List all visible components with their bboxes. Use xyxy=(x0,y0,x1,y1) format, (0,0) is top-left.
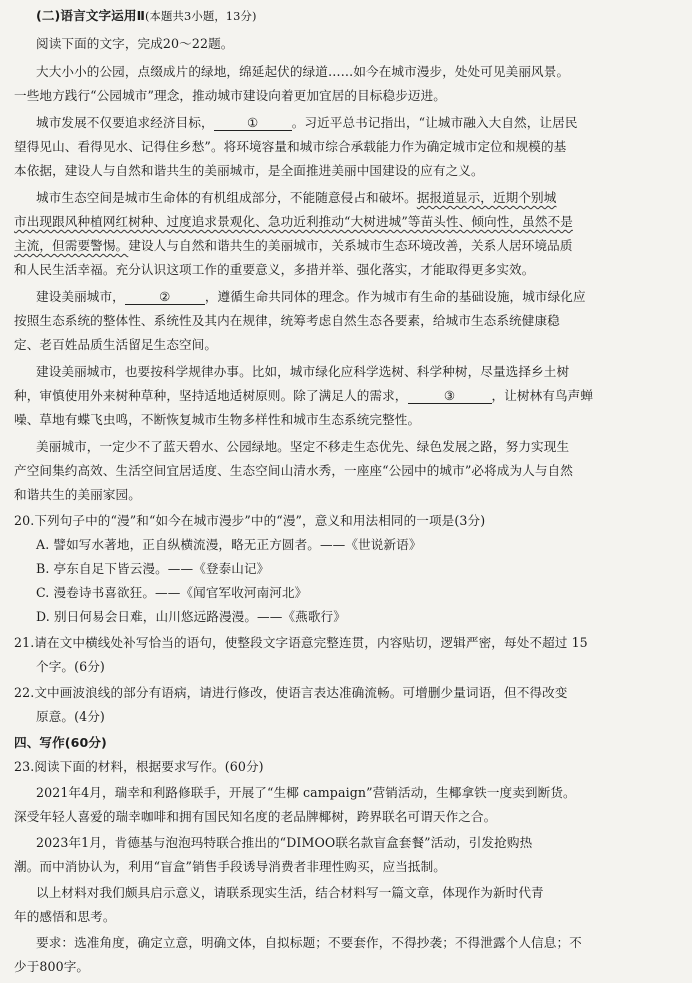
question-20-option-a: A. 譬如写水著地，正自纵横流漫，略无正方圆者。——《世说新语》 xyxy=(36,537,422,552)
passage-text: 城市发展不仅要追求经济目标， xyxy=(36,115,214,130)
passage-text: 建设美丽城市， xyxy=(36,289,125,304)
passage-line: 噪、草地有蝶飞虫鸣，不断恢复城市生物多样性和城市生态系统完整性。 xyxy=(14,412,421,427)
passage-line: 本依据，建设人与自然和谐共生的美丽城市，是全面推进美丽中国建设的应有之义。 xyxy=(14,163,484,178)
fill-blank-1: ① xyxy=(214,116,292,131)
passage-line: 按照生态系统的整体性、系统性及其内在规律，统筹考虑自然生态各要素，给城市生态系统健康稳 xyxy=(14,313,560,328)
passage-line: 产空间集约高效、生活空间宜居适度、生态空间山清水秀，一座座“公园中的城市”必将成为人与自然 xyxy=(14,463,573,478)
writing-requirements: 要求：选准角度，确定立意，明确文体，自拟标题；不要套作，不得抄袭；不得泄露个人信息；不 xyxy=(36,935,582,950)
passage-line: 美丽城市，一定少不了蓝天碧水、公园绿地。坚定不移走生态优先、绿色发展之路，努力实现生 xyxy=(36,439,570,454)
passage-line xyxy=(36,289,586,305)
passage-text: ，让树林有鸟声蝉 xyxy=(491,388,594,403)
passage-text: 种，审慎使用外来树种草种，坚持适地适树原则。除了满足人的需求， xyxy=(14,388,408,403)
passage-line: 建设美丽城市，也要按科学规律办事。比如，城市绿化应科学选树、科学种树，尽量选择乡土树 xyxy=(36,364,570,379)
fill-blank-2: ② xyxy=(125,290,205,305)
wavy-underlined-sentence: 据报道显示，近期个别城 xyxy=(416,190,557,205)
passage-text: 。习近平总书记指出，“让城市融入大自然，让居民 xyxy=(291,115,578,130)
question-20-option-c: C. 漫卷诗书喜欲狂。——《闻官军收河南河北》 xyxy=(36,585,308,600)
material-line: 潮。而中消协认为，利用“盲盒”销售手段诱导消费者非理性购买，应当抵制。 xyxy=(14,859,446,874)
passage-line: 和谐共生的美丽家园。 xyxy=(14,487,141,502)
passage-line: 一些地方践行“公园城市”理念，推动城市建设向着更加宜居的目标稳步迈进。 xyxy=(14,88,446,103)
passage-text: 城市生态空间是城市生命体的有机组成部分，不能随意侵占和破坏。 xyxy=(36,190,417,205)
question-23-stem: 23.阅读下面的材料，根据要求写作。(60分) xyxy=(14,759,264,774)
passage-line: 定、老百姓品质生活留足生态空间。 xyxy=(14,337,218,352)
passage-text: ，遵循生命共同体的理念。作为城市有生命的基础设施，城市绿化应 xyxy=(204,289,586,304)
passage-line xyxy=(14,238,573,254)
passage-line: 大大小小的公园，点缀成片的绿地，绵延起伏的绿道……如今在城市漫步，处处可见美丽风景。 xyxy=(36,64,570,79)
passage-line: 望得见山、看得见水、记得住乡愁”。将环境容量和城市综合承载能力作为确定城市定位和规模的基 xyxy=(14,139,567,154)
passage-line xyxy=(36,190,556,206)
material-line: 2023年1月，肯德基与泡泡玛特联合推出的“DIMOO联名款盲盒套餐”活动，引发抢购热 xyxy=(36,835,533,850)
wavy-underlined-sentence: 市出现跟风种植网红树种、过度追求景观化、急功近利推动“大树进城”等苗头性、倾向性，虽然不是 xyxy=(14,214,573,229)
question-22-stem-cont: 原意。(4分) xyxy=(36,709,105,724)
section-4-heading: 四、写作(60分) xyxy=(14,735,107,750)
passage-line: 和人民生活幸福。充分认识这项工作的重要意义，多措并举、强化落实，才能取得更多实效。 xyxy=(14,262,535,277)
material-line: 深受年轻人喜爱的瑞幸咖啡和拥有国民知名度的老品牌椰树，跨界联名可谓天作之合。 xyxy=(14,809,497,824)
passage-line xyxy=(36,115,578,131)
material-line: 年的感悟和思考。 xyxy=(14,909,116,924)
section-heading xyxy=(36,8,257,24)
question-20-option-b: B. 亭东自足下皆云漫。——《登泰山记》 xyxy=(36,561,270,576)
question-21-stem-cont: 个字。(6分) xyxy=(36,659,105,674)
passage-text: 建设人与自然和谐共生的美丽城市，关系城市生态环境改善，关系人居环境品质 xyxy=(128,238,573,253)
question-22-stem: 22.文中画波浪线的部分有语病，请进行修改，使语言表达准确流畅。可增删少量词语，但不得改变 xyxy=(14,685,568,700)
section-heading-note: (本题共3小题，13分) xyxy=(144,9,257,23)
passage-line xyxy=(14,214,573,230)
material-line: 2021年4月，瑞幸和利路修联手，开展了“生椰 campaign”营销活动，生椰拿铁一度卖到断货。 xyxy=(36,785,576,800)
question-20-stem: 20.下列句子中的“漫”和“如今在城市漫步”中的“漫”，意义和用法相同的一项是(3分) xyxy=(14,513,486,528)
passage-line xyxy=(14,388,593,404)
wavy-underlined-sentence: 主流，但需要警惕。 xyxy=(14,238,129,253)
material-line: 以上材料对我们颇具启示意义，请联系现实生活，结合材料写一篇文章，体现作为新时代青 xyxy=(36,885,544,900)
writing-requirements-cont: 少于800字。 xyxy=(14,959,90,974)
question-21-stem: 21.请在文中横线处补写恰当的语句，使整段文字语意完整连贯，内容贴切，逻辑严密，每处不超过 15 xyxy=(14,635,588,650)
fill-blank-3: ③ xyxy=(408,389,492,404)
instruction: 阅读下面的文字，完成20～22题。 xyxy=(36,36,234,51)
section-heading-title: (二)语言文字运用Ⅱ xyxy=(36,8,145,23)
question-20-option-d: D. 别日何易会日难，山川悠远路漫漫。——《燕歌行》 xyxy=(36,609,346,624)
